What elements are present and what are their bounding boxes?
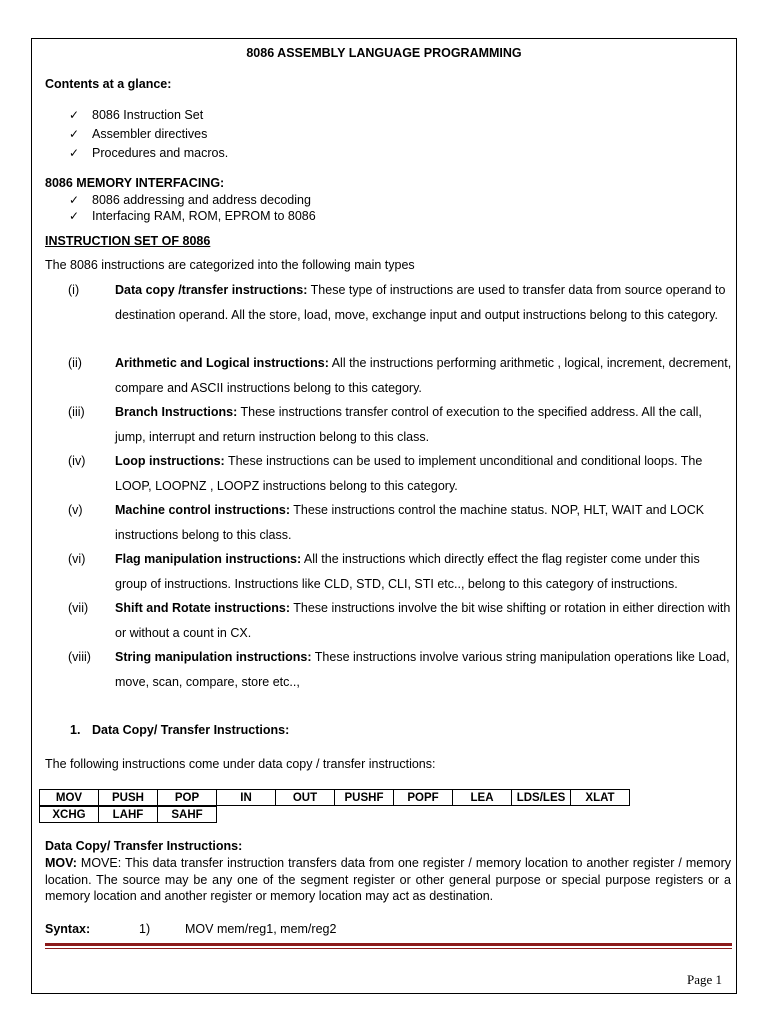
contents-item [69, 146, 229, 160]
table-cell: PUSH [99, 790, 158, 806]
item-number: (iv) [68, 454, 86, 468]
item-number: (ii) [68, 356, 82, 370]
table-cell: XLAT [571, 790, 630, 806]
item-number: (iii) [68, 405, 85, 419]
instruction-type-item [68, 351, 732, 400]
table-cell: MOV [40, 790, 99, 806]
check-icon: ✓ [69, 146, 80, 160]
instruction-type-item [68, 596, 732, 645]
check-icon: ✓ [69, 108, 80, 122]
table-cell: SAHF [158, 807, 217, 823]
table-cell: XCHG [40, 807, 99, 823]
instruction-set-heading: INSTRUCTION SET OF 8086 [45, 234, 211, 248]
footer-rule-thin [45, 948, 732, 949]
check-icon: ✓ [69, 209, 80, 223]
table-cell: LEA [453, 790, 512, 806]
item-name: Arithmetic and Logical instructions: [115, 356, 329, 370]
item-name: Shift and Rotate instructions: [115, 601, 290, 615]
item-name: Machine control instructions: [115, 503, 291, 517]
instruction-type-item [68, 498, 732, 547]
item-name: String manipulation instructions: [115, 650, 312, 664]
page-title: 8086 ASSEMBLY LANGUAGE PROGRAMMING [246, 46, 522, 60]
memory-heading: 8086 MEMORY INTERFACING: [45, 176, 225, 190]
section-number: 1. [70, 723, 81, 737]
table-cell: LDS/LES [512, 790, 571, 806]
instruction-type-item [68, 449, 732, 498]
table-cell: OUT [276, 790, 335, 806]
list-item-text: Procedures and macros. [92, 146, 229, 160]
item-desc: All the instructions performing arithmetic , logical, increment, decrement, compare and ASCII instructions belong to this category. [115, 356, 732, 395]
item-desc: These instructions transfer control of execution to the specified address. All the call, jump, interrupt and return instruction belong to this class. [115, 405, 702, 444]
item-desc: These instructions involve the bit wise shifting or rotation in either direction with or without a count in CX. [115, 601, 731, 640]
list-item-text: 8086 addressing and address decoding [92, 193, 311, 207]
item-name: Data copy /transfer instructions: [115, 283, 308, 297]
table-cell: LAHF [99, 807, 158, 823]
item-number: (v) [68, 503, 83, 517]
mov-description [45, 855, 731, 905]
contents-item [69, 127, 208, 141]
memory-item [69, 209, 316, 223]
footer-rule [45, 943, 732, 946]
item-number: (viii) [68, 650, 91, 664]
item-desc: These instructions can be used to implement unconditional and conditional loops. The LOOP, LOOPNZ , LOOPZ instructions belong to this category. [115, 454, 703, 493]
mov-text: MOVE: This data transfer instruction transfers data from one register / memory location to another register / memory location. The source may be any one of the segment register or other general purpose or special purpose registers or a memory location and another register or memory location may act as destination. [45, 856, 731, 903]
table-cell: PUSHF [335, 790, 394, 806]
memory-item [69, 193, 311, 207]
syntax-number: 1) [139, 922, 151, 936]
instruction-type-item [68, 645, 732, 694]
instruction-table-row2 [39, 806, 217, 823]
table-cell: IN [217, 790, 276, 806]
list-item-text: 8086 Instruction Set [92, 108, 204, 122]
section-heading: Data Copy/ Transfer Instructions: [92, 723, 290, 737]
item-desc: These type of instructions are used to transfer data from source operand to destination operand. All the store, load, move, exchange input and output instructions belong to this category. [115, 283, 726, 322]
list-item-text: Interfacing RAM, ROM, EPROM to 8086 [92, 209, 316, 223]
mov-heading: Data Copy/ Transfer Instructions: [45, 839, 243, 853]
table-cell: POPF [394, 790, 453, 806]
item-name: Branch Instructions: [115, 405, 238, 419]
page-number: Page 1 [686, 972, 722, 987]
item-desc: These instructions involve various string manipulation operations like Load, move, scan, compare, store etc.., [115, 650, 730, 689]
instruction-type-item [68, 278, 732, 327]
table-cell: POP [158, 790, 217, 806]
mov-label: MOV: [45, 856, 77, 870]
syntax-label: Syntax: [45, 922, 91, 936]
instruction-table [39, 789, 630, 806]
list-item-text: Assembler directives [92, 127, 208, 141]
contents-heading: Contents at a glance: [45, 77, 172, 91]
item-number: (i) [68, 283, 80, 297]
item-desc: All the instructions which directly effect the flag register come under this group of instructions. Instructions like CLD, STD, CLI, STI etc.., belong to this category of instructions. [115, 552, 700, 591]
section-intro: The following instructions come under data copy / transfer instructions: [45, 757, 436, 771]
check-icon: ✓ [69, 127, 80, 141]
check-icon: ✓ [69, 193, 80, 207]
item-desc: These instructions control the machine status. NOP, HLT, WAIT and LOCK instructions belong to this class. [115, 503, 705, 542]
syntax-text: MOV mem/reg1, mem/reg2 [185, 922, 337, 936]
instruction-set-intro: The 8086 instructions are categorized into the following main types [45, 258, 415, 272]
instruction-type-item [68, 400, 732, 449]
instruction-type-item [68, 547, 732, 596]
item-number: (vii) [68, 601, 89, 615]
item-name: Loop instructions: [115, 454, 225, 468]
item-name: Flag manipulation instructions: [115, 552, 302, 566]
item-number: (vi) [68, 552, 86, 566]
contents-item [69, 108, 204, 122]
